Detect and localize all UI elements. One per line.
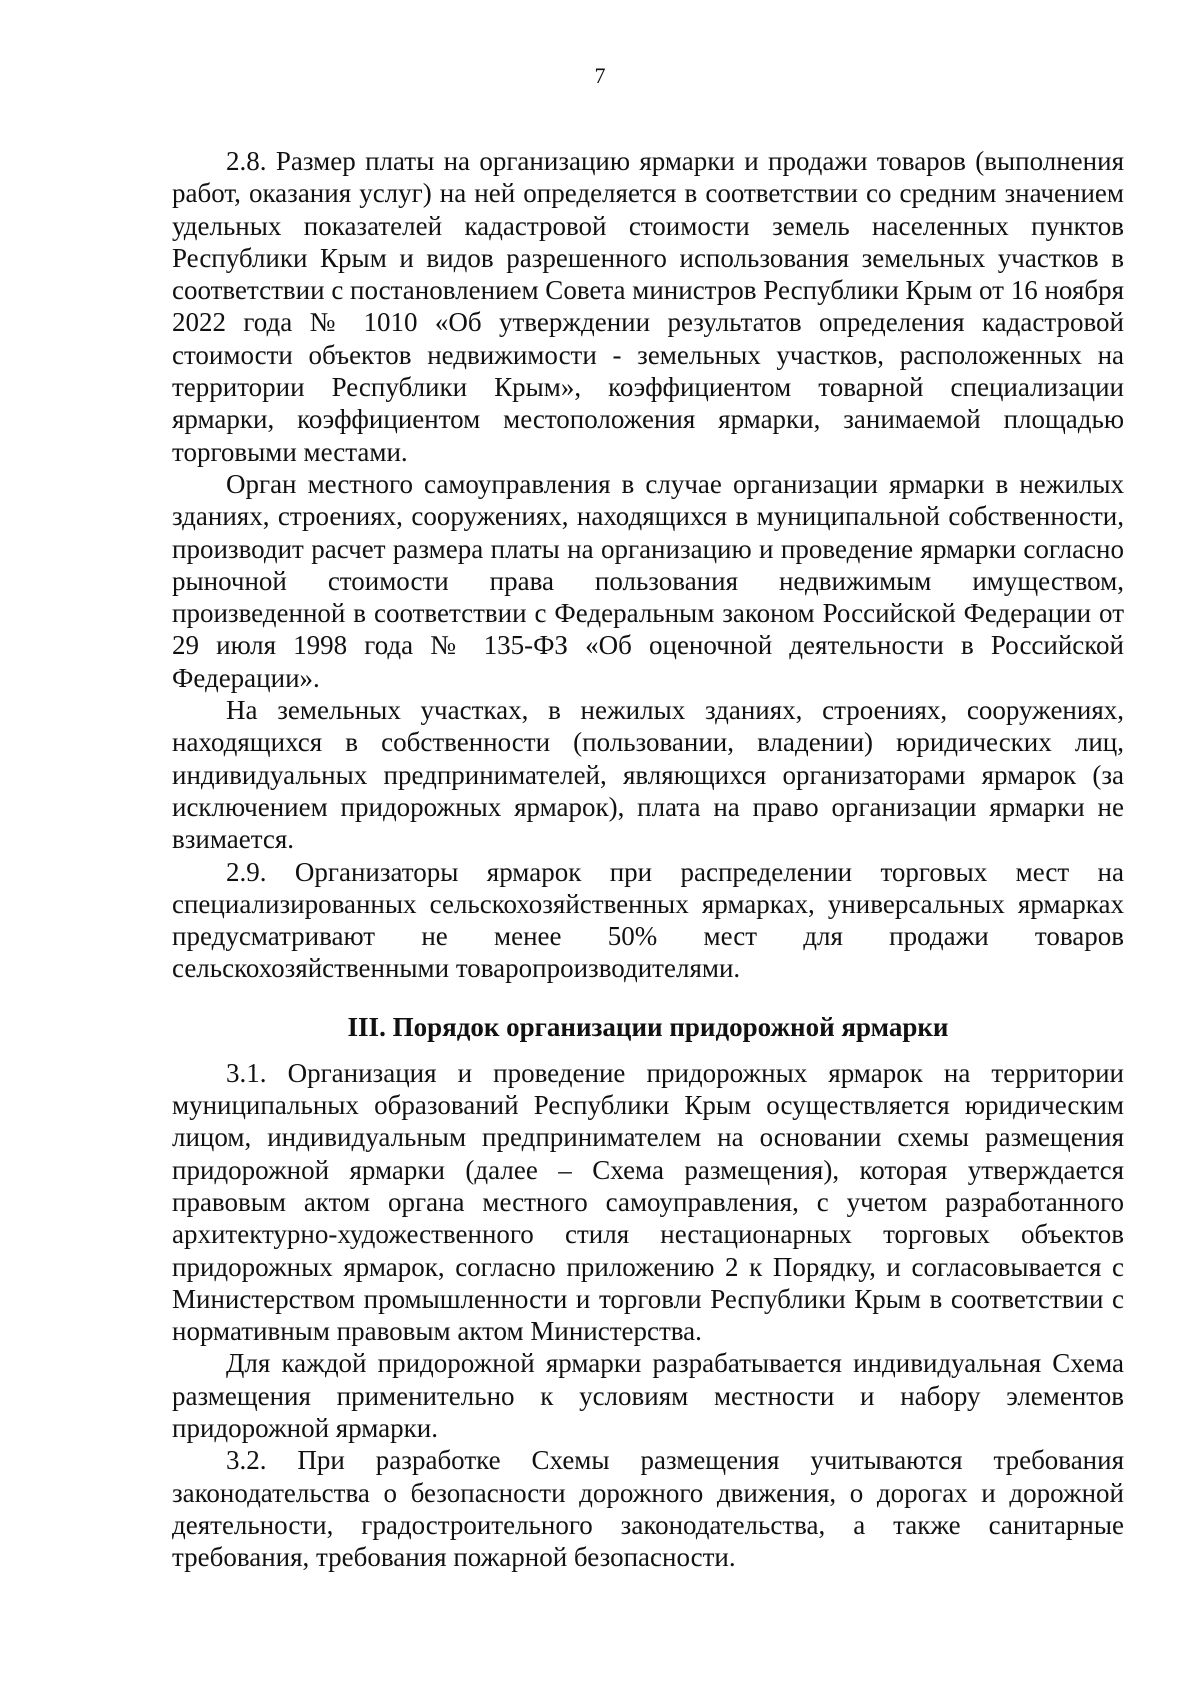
section-heading: III. Порядок организации придорожной ярмарки <box>347 1011 949 1042</box>
paragraph-local-government-fee: Орган местного самоуправления в случае организации ярмарки в нежилых зданиях, строениях, сооружениях, находящихся в муниципальной собственности, производит расчет размера платы на организацию и проведение ярмарки согласно рыночной стоимости права пользования недвижимым имуществом, произведенной в соответствии с Федеральным законом Российской Федерации от 29 июля 1998 года № 135-ФЗ «Об оценочной деятельности в Российской Федерации». <box>172 468 1124 693</box>
paragraph-3-2: 3.2. При разработке Схемы размещения учитываются требования законодательства о безопасности дорожного движения, о дорогах и дорожной деятельности, градостроительного законодательства, а также санитарные требования, требования пожарной безопасности. <box>172 1445 1124 1573</box>
document-body <box>172 145 1124 1573</box>
paragraph-placement-scheme: Для каждой придорожной ярмарки разрабатывается индивидуальная Схема размещения применительно к условиям местности и набору элементов придорожной ярмарки. <box>172 1348 1124 1443</box>
page-number: 7 <box>594 63 606 88</box>
paragraph-2-9: 2.9. Организаторы ярмарок при распределении торговых мест на специализированных сельскохозяйственных ярмарках, универсальных ярмарках предусматривают не менее 50% мест для продажи товаров сельскохозяйственными товаропроизводителями. <box>172 856 1124 984</box>
paragraph-2-8: 2.8. Размер платы на организацию ярмарки и продажи товаров (выполнения работ, оказания услуг) на ней определяется в соответствии со средним значением удельных показателей кадастровой стоимости земель населенных пунктов Республики Крым и видов разрешенного использования земельных участков в соответствии с постановлением Совета министров Республики Крым от 16 ноября 2022 года № 1010 «Об утверждении результатов определения кадастровой стоимости объектов недвижимости - земельных участков, расположенных на территории Республики Крым», коэффициентом товарной специализации ярмарки, коэффициентом местоположения ярмарки, занимаемой площадью торговыми местами. <box>172 146 1124 467</box>
paragraph-3-1: 3.1. Организация и проведение придорожных ярмарок на территории муниципальных образований Республики Крым осуществляется юридическим лицом, индивидуальным предпринимателем на основании схемы размещения придорожной ярмарки (далее – Схема размещения), которая утверждается правовым актом органа местного самоуправления, с учетом разработанного архитектурно-художественного стиля нестационарных торговых объектов придорожных ярмарок, согласно приложению 2 к Порядку, и согласовывается с Министерством промышленности и торговли Республики Крым в соответствии с нормативным правовым актом Министерства. <box>172 1057 1124 1347</box>
paragraph-no-fee: На земельных участках, в нежилых зданиях, строениях, сооружениях, находящихся в собственности (пользовании, владении) юридических лиц, индивидуальных предпринимателей, являющихся организаторами ярмарок (за исключением придорожных ярмарок), плата на право организации ярмарки не взимается. <box>172 695 1124 855</box>
